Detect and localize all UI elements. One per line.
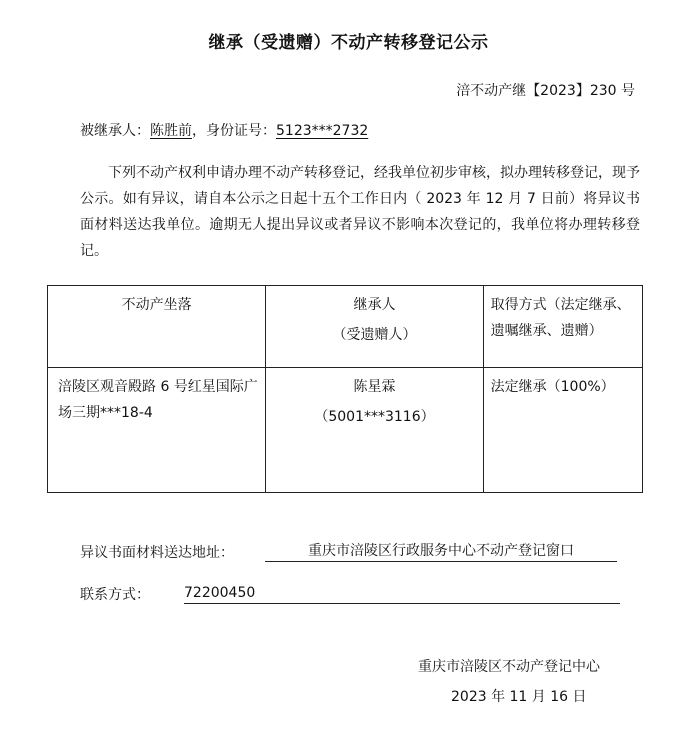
cell-location: 涪陵区观音殿路 6 号红星国际广场三期***18-4: [48, 368, 266, 493]
table-row: [48, 368, 643, 493]
id-number-label: ，身份证号：: [192, 123, 276, 139]
cell-heir: [266, 368, 483, 493]
contact-value: 72200450: [184, 584, 620, 604]
table-header-row: [48, 286, 643, 368]
property-table: [47, 285, 643, 493]
header-method: 取得方式（法定继承、遗嘱继承、遗赠）: [483, 286, 642, 368]
id-number-value: 5123***2732: [276, 123, 369, 139]
issuer-name: 重庆市涪陵区不动产登记中心: [418, 659, 600, 675]
deceased-info: [80, 120, 368, 140]
document-number: 涪不动产继【2023】230 号: [456, 83, 635, 99]
cell-heir-name: 陈星霖: [353, 379, 396, 395]
page-title: 继承（受遗赠）不动产转移登记公示: [208, 33, 489, 53]
cell-heir-id: （5001***3116）: [314, 409, 435, 425]
header-heir: [266, 286, 483, 368]
header-location: 不动产坐落: [48, 286, 266, 368]
objection-address-label: 异议书面材料送达地址：: [80, 545, 234, 561]
cell-method: 法定继承（100%）: [483, 368, 642, 493]
deceased-name: 陈胜前: [150, 123, 192, 139]
issue-date: 2023 年 11 月 16 日: [451, 689, 587, 705]
notice-body-text: 下列不动产权利申请办理不动产转移登记，经我单位初步审核，拟办理转移登记，现予公示。如有异议，请自本公示之日起十五个工作日内（ 2023 年 12 月 7 日前）将异议书面材料送达我单位。逾期无人提出异议或者异议不影响本次登记的，我单位将办理转移登记。: [80, 165, 640, 259]
contact-label: 联系方式：: [80, 587, 150, 603]
header-heir-line2: （受遗赠人）: [332, 327, 417, 343]
header-heir-line1: 继承人: [353, 297, 396, 313]
objection-address-value: 重庆市涪陵区行政服务中心不动产登记窗口: [265, 542, 617, 562]
deceased-label: 被继承人：: [80, 123, 150, 139]
